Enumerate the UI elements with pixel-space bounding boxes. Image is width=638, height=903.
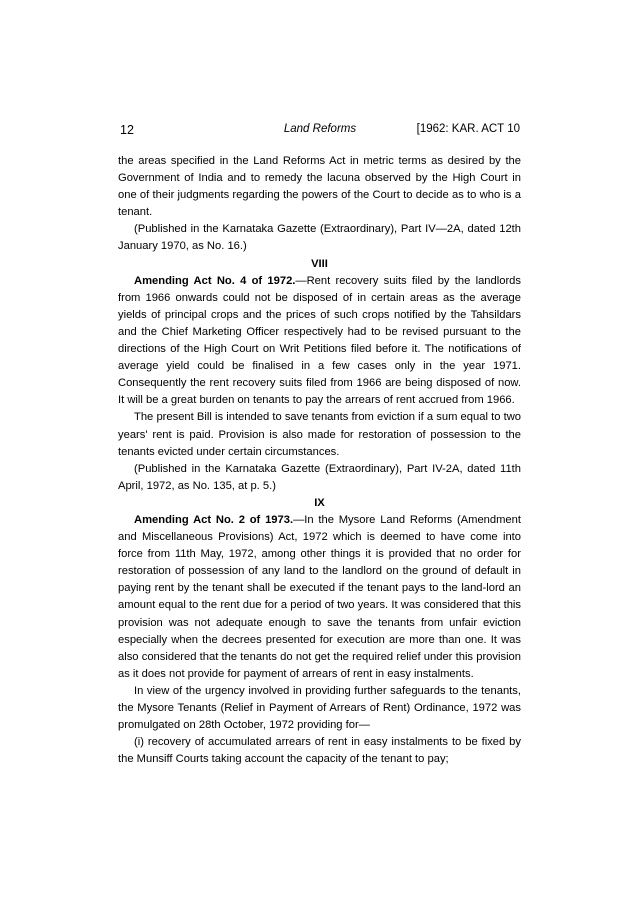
running-title: Land Reforms (283, 123, 357, 135)
paragraph (118, 512, 521, 683)
paragraph (118, 273, 521, 410)
paragraph: the areas specified in the Land Reforms Act in metric terms as desired by the Government of India and to remedy the lacuna observed by the High Court in one of their judgments regarding the powers of the Court to decide as to who is a tenant. (118, 155, 521, 219)
paragraph-text: —Rent recovery suits filed by the landlords from 1966 onwards could not be disposed of in certain areas as the average yields of principal crops and the prices of such crops notified by the Tahsildars and the Chief Marketing Officer respectively had to be revised pursuant to the directions of the High Court on Writ Petitions filed before it. The notifications of average yield could be finalised in a few cases only in the year 1971. Consequently the rent recovery suits filed from 1966 are being disposed of now. It will be a great burden on tenants to pay the arrears of rent accrued from 1966. (118, 274, 521, 407)
section-heading: VIII (311, 257, 328, 270)
amending-act-title: Amending Act No. 2 of 1973. (134, 513, 294, 526)
paragraph: (Published in the Karnataka Gazette (Extraordinary), Part IV-2A, dated 11th April, 1972, as No. 135, at p. 5.) (118, 462, 521, 492)
paragraph: (i) recovery of accumulated arrears of rent in easy instalments to be fixed by the Munsiff Courts taking account the capacity of the tenant to pay; (118, 736, 521, 766)
paragraph-text: —In the Mysore Land Reforms (Amendment and Miscellaneous Provisions) Act, 1972 which is deemed to have come into force from 11th May, 1972, among other things it is provided that no order for restoration of possession of any land to the landlord on the ground of default in paying rent by the tenant shall be executed if the tenant pays to the land-lord an amount equal to the rent due for a period of two years. It was considered that this provision was not adequate enough to save the tenants from unfair eviction especially when the decrees presented for execution are more than one. It was also considered that the tenants do not get the required relief under this provision as it does not provide for payment of arrears of rent in easy instalments. (118, 513, 521, 680)
act-reference: [1962: KAR. ACT 10 (416, 123, 520, 135)
page-header (120, 123, 520, 139)
paragraph: (Published in the Karnataka Gazette (Extraordinary), Part IV—2A, dated 12th January 1970, as No. 16.) (118, 223, 521, 253)
section-heading: IX (314, 496, 325, 509)
paragraph: The present Bill is intended to save tenants from eviction if a sum equal to two years' rent is paid. Provision is also made for restoration of possession to the tenants evicted under certain circumstances. (118, 411, 521, 458)
page-body (118, 153, 521, 768)
amending-act-title: Amending Act No. 4 of 1972. (134, 274, 296, 287)
paragraph: In view of the urgency involved in providing further safeguards to the tenants, the Mysore Tenants (Relief in Payment of Arrears of Rent) Ordinance, 1972 was promulgated on 28th October, 1972 providing for— (118, 684, 521, 732)
page-number: 12 (120, 123, 134, 137)
